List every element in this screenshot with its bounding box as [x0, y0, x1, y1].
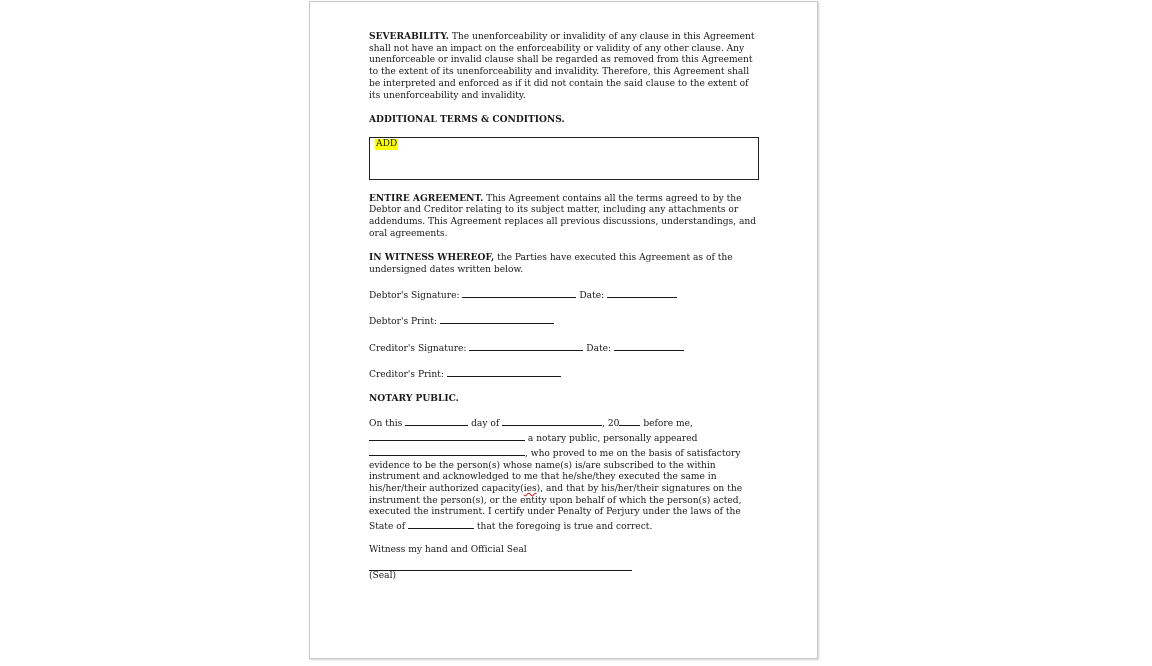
document-page	[309, 1, 818, 659]
debtor-signature-row	[369, 288, 761, 303]
debtor-signature-line[interactable]	[462, 288, 576, 298]
debtor-date-line[interactable]	[607, 288, 677, 298]
entire-agreement-heading: ENTIRE AGREEMENT.	[369, 192, 484, 204]
additional-terms-box[interactable]	[369, 137, 759, 180]
notary-before-me: before me,	[640, 419, 693, 430]
debtor-date-label: Date:	[576, 290, 608, 301]
notary-day-of: day of	[468, 419, 503, 430]
notary-who-proved: , who proved to me on the basis of satisfactory	[525, 448, 741, 459]
creditor-print-line[interactable]	[447, 367, 561, 377]
additional-terms-heading: ADDITIONAL TERMS & CONDITIONS.	[369, 113, 565, 125]
notary-heading: NOTARY PUBLIC.	[369, 393, 459, 405]
notary-year-line[interactable]	[619, 416, 640, 426]
debtor-print-row	[369, 314, 761, 329]
creditor-signature-line[interactable]	[469, 341, 583, 351]
debtor-print-line[interactable]	[440, 314, 554, 324]
creditor-print-row	[369, 367, 761, 382]
notary-public-name-line[interactable]	[369, 431, 525, 441]
document-body	[369, 31, 761, 583]
appeared-person-line[interactable]	[369, 446, 525, 456]
seal-label: (Seal)	[369, 571, 397, 582]
witness-clause	[369, 252, 761, 276]
add-placeholder[interactable]: ADD	[376, 138, 398, 149]
notary-state-line[interactable]	[408, 519, 474, 529]
notary-public-text: a notary public, personally appeared	[525, 434, 698, 445]
witness-heading: IN WITNESS WHEREOF,	[369, 251, 495, 263]
debtor-print-label: Debtor's Print:	[369, 317, 440, 328]
creditor-signature-row	[369, 341, 761, 356]
witness-hand-text: Witness my hand and Official Seal	[369, 545, 527, 556]
creditor-date-line[interactable]	[614, 341, 684, 351]
notary-on-this: On this	[369, 419, 406, 430]
creditor-print-label: Creditor's Print:	[369, 369, 447, 380]
notary-body-3: that the foregoing is true and correct.	[473, 522, 653, 533]
debtor-signature-label: Debtor's Signature:	[369, 290, 463, 301]
entire-agreement-text: This Agreement contains all the terms agreed to by the Debtor and Creditor relating to its subject matter, including any attachments or addendums. This Agreement replaces all previous discussions, understandings, and oral agreements.	[369, 193, 757, 239]
witness-text: the Parties have executed this Agreement as of the undersigned dates written below.	[369, 252, 733, 275]
notary-day-line[interactable]	[405, 416, 468, 426]
notary-paragraph	[369, 416, 761, 533]
spelling-marked-word: ies	[523, 483, 537, 494]
notary-year-prefix: , 20	[602, 419, 620, 430]
creditor-signature-label: Creditor's Signature:	[369, 343, 470, 354]
notary-month-line[interactable]	[502, 416, 602, 426]
severability-text: The unenforceability or invalidity of any clause in this Agreement shall not have an impact on the enforceability or validity of any other clause. Any unenforceable or invalid clause shall be regarded as removed from this Agreement to the extent of its unenforceability and invalidity. Therefore, this Agreement shall be interpreted and enforced as if it did not contain the said clause to the extent of its unenforceability and invalidity.	[369, 32, 755, 101]
creditor-date-label: Date:	[583, 343, 614, 354]
notary-body-1: evidence to be the person(s) whose name(s) is/are subscribed to the within instrument and acknowledged to me that he/she/they executed the same in his/her/their authorized capacity(	[369, 460, 717, 494]
severability-heading: SEVERABILITY.	[369, 31, 449, 42]
severability-clause	[369, 31, 761, 102]
notary-body-2: ), and that by his/her/their signatures on the instrument the person(s), or the entity upon behalf of which the person(s) acted, executed the instrument. I certify under Penalty of Perjury under the laws of the State of	[369, 483, 743, 533]
entire-agreement-clause	[369, 193, 761, 241]
